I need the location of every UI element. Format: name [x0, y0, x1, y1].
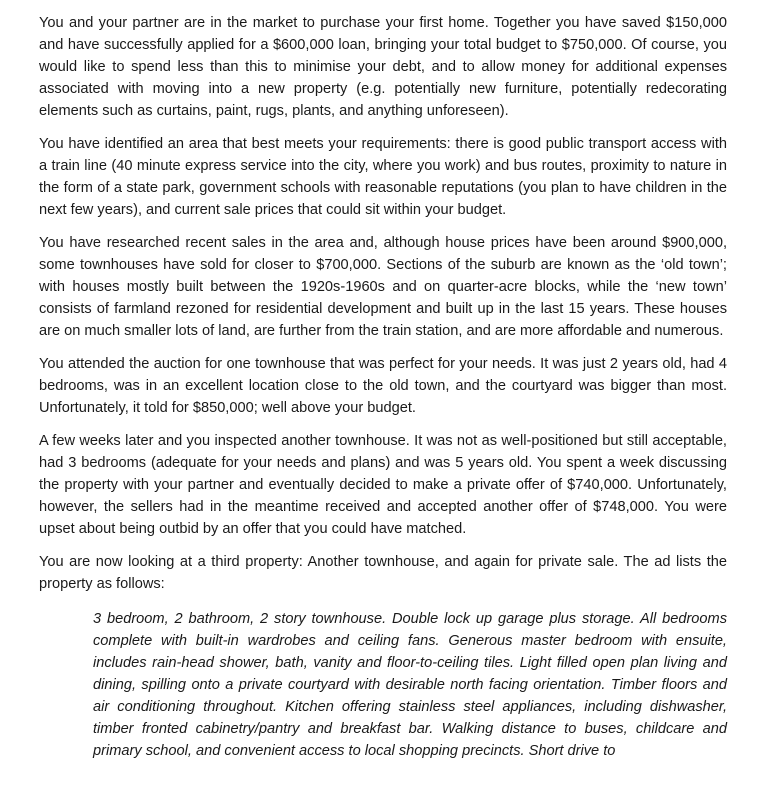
paragraph-market-research: You have researched recent sales in the area and, although house prices have been around $900,000, some townhouses have sold for closer to $700,000. Sections of the suburb are known as the ‘old town’; with houses mostly built between the 1920s-1960s and on quarter-acre blocks, while the ‘new town’ consists of farmland rezoned for residential development and built up in the last 15 years. These houses are on much smaller lots of land, are further from the train station, and are more affordable and numerous.	[39, 235, 727, 339]
paragraph-second-townhouse: A few weeks later and you inspected another townhouse. It was not as well-positioned but still acceptable, had 3 bedrooms (adequate for your needs and plans) and was 5 years old. You spent a week discussing the property with your partner and eventually decided to make a private offer of $740,000. Unfortunately, however, the sellers had in the meantime received and accepted another offer of $748,000. You were upset about being outbid by an offer that you could have matched.	[39, 433, 727, 537]
paragraph-area-requirements: You have identified an area that best meets your requirements: there is good public transport access with a train line (40 minute express service into the city, where you work) and bus routes, proximity to nature in the form of a state park, government schools with reasonable reputations (you plan to have children in the next few years), and current sale prices that could sit within your budget.	[39, 136, 727, 218]
ad-listing-quote: 3 bedroom, 2 bathroom, 2 story townhouse. Double lock up garage plus storage. All bedrooms complete with built-in wardrobes and ceiling fans. Generous master bedroom with ensuite, includes rain-head shower, bath, vanity and floor-to-ceiling tiles. Light filled open plan living and dining, spilling onto a private courtyard with desirable north facing orientation. Timber floors and air conditioning throughout. Kitchen offering stainless steel appliances, including dishwasher, timber fronted cabinetry/pantry and breakfast bar. Walking distance to buses, childcare and primary school, and convenient access to local shopping precincts. Short drive to	[93, 611, 727, 759]
document-body	[39, 12, 727, 762]
paragraph-first-auction: You attended the auction for one townhouse that was perfect for your needs. It was just 2 years old, had 4 bedrooms, was in an excellent location close to the old town, and the courtyard was bigger than most. Unfortunately, it told for $850,000; well above your budget.	[39, 356, 727, 416]
paragraph-third-property: You are now looking at a third property: Another townhouse, and again for private sale. The ad lists the property as follows:	[39, 554, 727, 592]
paragraph-budget: You and your partner are in the market to purchase your first home. Together you have saved $150,000 and have successfully applied for a $600,000 loan, bringing your total budget to $750,000. Of course, you would like to spend less than this to minimise your debt, and to allow money for additional expenses associated with moving into a new property (e.g. potentially new furniture, potentially redecorating elements such as curtains, paint, rugs, plants, and anything unforeseen).	[39, 15, 727, 119]
